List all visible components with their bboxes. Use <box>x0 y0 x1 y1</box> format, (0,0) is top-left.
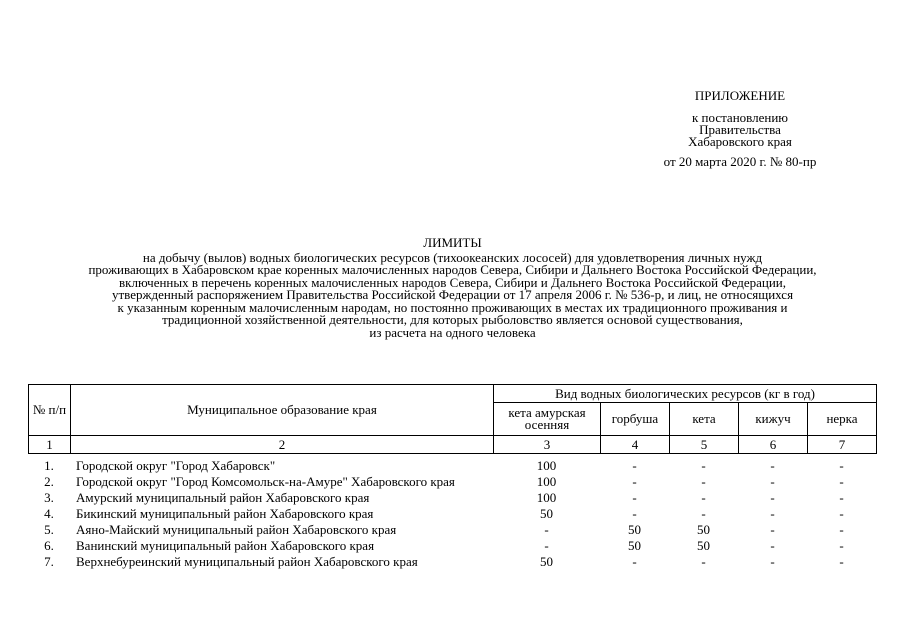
row-municipality: Аяно-Майский муниципальный район Хабаровского края <box>76 522 397 537</box>
row-value: - <box>770 490 775 505</box>
row-value: - <box>544 522 549 537</box>
limits-subtitle-line: проживающих в Хабаровском крае коренных малочисленных народов Севера, Сибири и Дальнего Востока Российской Федерации, <box>88 262 817 277</box>
limits-subtitle-line: традиционной хозяйственной деятельности, для которых рыболовство является основой существования, <box>162 312 743 327</box>
limits-subtitle-line: на добычу (вылов) водных биологических ресурсов (тихоокеанских лососей) для удовлетворения личных нужд <box>142 249 763 265</box>
table-row <box>28 539 876 555</box>
column-index: 7 <box>808 436 877 454</box>
col-number-header: № п/п <box>29 385 71 436</box>
limits-subtitle-line: утвержденный распоряжением Правительства Российской Федерации от 17 апреля 2006 г. № 536-р, и лиц, не относящихся <box>111 287 794 302</box>
row-value: - <box>839 538 844 553</box>
row-value: - <box>701 506 706 521</box>
limits-table-header <box>28 384 877 454</box>
row-municipality: Верхнебуреинский муниципальный район Хабаровского края <box>76 554 418 569</box>
limits-subtitle-line: включенных в перечень коренных малочисленных народов Севера, Сибири и Дальнего Востока Российской Федерации, <box>119 274 786 290</box>
species-header: кижуч <box>739 403 808 436</box>
col-municipality-header: Муниципальное образование края <box>71 385 494 436</box>
row-value: - <box>770 522 775 537</box>
row-value: - <box>770 506 775 521</box>
table-row <box>28 523 876 539</box>
row-value: 100 <box>536 474 557 489</box>
row-value: 50 <box>540 506 553 521</box>
species-header: горбуша <box>601 403 670 436</box>
row-value: - <box>839 554 844 569</box>
row-value: 50 <box>697 538 710 553</box>
row-value: - <box>839 458 844 473</box>
table-row <box>28 475 876 491</box>
column-index: 6 <box>739 436 808 454</box>
column-index: 3 <box>494 436 601 454</box>
limits-title-block <box>20 237 885 339</box>
limits-title: ЛИМИТЫ <box>423 235 482 250</box>
column-index: 5 <box>670 436 739 454</box>
limits-table-body <box>28 459 876 571</box>
row-value: - <box>701 490 706 505</box>
row-value: 50 <box>540 554 553 569</box>
row-number: 4. <box>44 506 54 521</box>
row-value: 50 <box>628 522 641 537</box>
appendix-line-2: Правительства <box>699 122 781 137</box>
appendix-line-3: Хабаровского края <box>688 134 792 149</box>
row-value: - <box>632 458 637 473</box>
row-value: 100 <box>536 490 557 505</box>
limits-subtitle-line: из расчета на одного человека <box>369 324 536 340</box>
row-value: - <box>701 554 706 569</box>
column-index: 1 <box>29 436 71 454</box>
row-value: - <box>632 554 637 569</box>
row-number: 7. <box>44 554 54 569</box>
row-value: - <box>632 506 637 521</box>
row-municipality: Ванинский муниципальный район Хабаровского края <box>76 538 375 553</box>
table-row <box>28 459 876 475</box>
row-value: 50 <box>697 522 710 537</box>
row-value: - <box>770 474 775 489</box>
appendix-heading: ПРИЛОЖЕНИЕ <box>694 88 786 103</box>
appendix-line-1: к постановлению <box>691 110 789 125</box>
row-value: - <box>632 474 637 489</box>
appendix-date: от 20 марта 2020 г. № 80-пр <box>663 154 817 169</box>
row-value: - <box>839 490 844 505</box>
row-number: 1. <box>44 458 54 473</box>
row-value: - <box>839 474 844 489</box>
row-number: 3. <box>44 490 54 505</box>
table-row <box>28 507 876 523</box>
row-value: - <box>770 554 775 569</box>
row-municipality: Городской округ "Город Комсомольск-на-Амуре" Хабаровского края <box>76 474 455 489</box>
row-value: - <box>632 490 637 505</box>
row-number: 2. <box>44 474 54 489</box>
row-municipality: Бикинский муниципальный район Хабаровского края <box>76 506 374 521</box>
row-municipality: Городской округ "Город Хабаровск" <box>76 458 276 473</box>
row-municipality: Амурский муниципальный район Хабаровского края <box>76 490 370 505</box>
row-number: 5. <box>44 522 54 537</box>
appendix-block <box>620 90 860 168</box>
species-header: кета амурская осенняя <box>494 403 601 436</box>
column-index: 2 <box>71 436 494 454</box>
row-value: 50 <box>628 538 641 553</box>
row-value: - <box>701 474 706 489</box>
row-value: - <box>544 538 549 553</box>
species-header: нерка <box>808 403 877 436</box>
row-value: - <box>839 506 844 521</box>
row-number: 6. <box>44 538 54 553</box>
species-group-header: Вид водных биологических ресурсов (кг в год) <box>494 385 877 403</box>
table-row <box>28 555 876 571</box>
row-value: - <box>770 458 775 473</box>
row-value: - <box>770 538 775 553</box>
row-value: 100 <box>536 458 557 473</box>
column-index: 4 <box>601 436 670 454</box>
table-row <box>28 491 876 507</box>
species-header: кета <box>670 403 739 436</box>
limits-subtitle-line: к указанным коренным малочисленным народам, но постоянно проживающих в местах их традиционного проживания и <box>117 299 788 315</box>
row-value: - <box>839 522 844 537</box>
row-value: - <box>701 458 706 473</box>
